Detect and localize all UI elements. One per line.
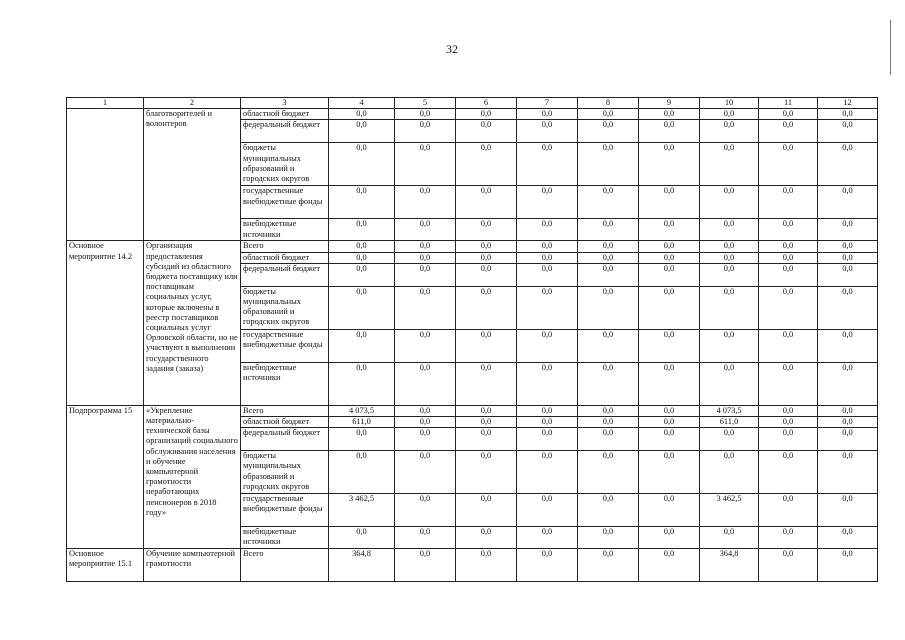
amount-cell: 611,0 [700,417,759,428]
amount-cell: 0,0 [456,417,517,428]
amount-cell: 0,0 [759,417,818,428]
amount-cell: 0,0 [456,527,517,549]
column-header: 4 [329,98,395,109]
amount-cell: 0,0 [639,120,700,143]
amount-cell: 0,0 [639,219,700,241]
amount-cell: 0,0 [639,549,700,582]
amount-cell: 0,0 [759,451,818,494]
amount-cell: 0,0 [578,494,639,527]
amount-cell: 0,0 [639,186,700,219]
funding-source-cell: внебюджетные источники [241,219,329,241]
program-name-cell: благотворителей и волонтеров [144,109,241,241]
amount-cell: 0,0 [517,362,578,405]
amount-cell: 0,0 [395,417,456,428]
amount-cell: 0,0 [456,405,517,416]
table-row [67,109,878,120]
amount-cell: 0,0 [329,329,395,362]
header-row [67,98,878,109]
amount-cell: 364,8 [329,549,395,582]
program-code-cell: Основное мероприятие 14.2 [67,241,144,405]
amount-cell: 0,0 [759,109,818,120]
amount-cell: 0,0 [818,549,878,582]
funding-source-cell: Всего [241,241,329,252]
amount-cell: 0,0 [578,286,639,329]
amount-cell: 0,0 [578,263,639,286]
amount-cell: 0,0 [759,494,818,527]
amount-cell: 3 462,5 [700,494,759,527]
amount-cell: 0,0 [700,451,759,494]
column-header: 3 [241,98,329,109]
funding-source-cell: бюджеты муниципальных образований и городских округов [241,451,329,494]
funding-source-cell: областной бюджет [241,252,329,263]
amount-cell: 0,0 [456,143,517,186]
funding-source-cell: государственные внебюджетные фонды [241,494,329,527]
amount-cell: 0,0 [700,109,759,120]
amount-cell: 0,0 [700,143,759,186]
amount-cell: 3 462,5 [329,494,395,527]
amount-cell: 0,0 [639,494,700,527]
amount-cell: 0,0 [818,329,878,362]
amount-cell: 0,0 [700,219,759,241]
amount-cell: 0,0 [639,451,700,494]
amount-cell: 4 073,5 [329,405,395,416]
amount-cell: 0,0 [818,241,878,252]
amount-cell: 0,0 [578,186,639,219]
funding-source-cell: федеральный бюджет [241,263,329,286]
amount-cell: 0,0 [517,417,578,428]
amount-cell: 0,0 [329,143,395,186]
amount-cell: 0,0 [456,329,517,362]
funding-source-cell: бюджеты муниципальных образований и городских округов [241,143,329,186]
amount-cell: 0,0 [329,451,395,494]
funding-source-cell: федеральный бюджет [241,428,329,451]
amount-cell: 0,0 [818,143,878,186]
amount-cell: 0,0 [456,428,517,451]
amount-cell: 0,0 [818,219,878,241]
amount-cell: 0,0 [395,120,456,143]
amount-cell: 0,0 [759,405,818,416]
amount-cell: 0,0 [329,286,395,329]
amount-cell: 0,0 [395,405,456,416]
amount-cell: 0,0 [578,405,639,416]
amount-cell: 0,0 [700,286,759,329]
amount-cell: 0,0 [759,241,818,252]
amount-cell: 0,0 [395,428,456,451]
amount-cell: 0,0 [639,286,700,329]
amount-cell: 0,0 [639,527,700,549]
amount-cell: 0,0 [578,329,639,362]
amount-cell: 0,0 [818,286,878,329]
table-row [67,405,878,416]
program-name-cell: «Укрепление материально-технической базы организаций социального обслуживания населения и обучение компьютерной грамотности неработающих пенсионеров в 2018 году» [144,405,241,548]
column-header: 8 [578,98,639,109]
amount-cell: 0,0 [759,428,818,451]
amount-cell: 0,0 [818,362,878,405]
funding-source-cell: федеральный бюджет [241,120,329,143]
amount-cell: 0,0 [759,329,818,362]
amount-cell: 0,0 [639,417,700,428]
program-name-cell: Обучение компьютерной грамотности [144,549,241,582]
amount-cell: 0,0 [395,252,456,263]
amount-cell: 0,0 [517,263,578,286]
amount-cell: 0,0 [456,263,517,286]
amount-cell: 0,0 [456,186,517,219]
column-header: 1 [67,98,144,109]
table-row [67,241,878,252]
amount-cell: 0,0 [639,143,700,186]
amount-cell: 0,0 [818,494,878,527]
amount-cell: 0,0 [329,428,395,451]
funding-source-cell: областной бюджет [241,417,329,428]
budget-table [66,97,878,582]
amount-cell: 0,0 [578,362,639,405]
amount-cell: 0,0 [639,405,700,416]
amount-cell: 0,0 [639,329,700,362]
amount-cell: 0,0 [456,252,517,263]
amount-cell: 0,0 [818,120,878,143]
amount-cell: 0,0 [395,329,456,362]
amount-cell: 0,0 [578,428,639,451]
amount-cell: 0,0 [700,362,759,405]
program-code-cell: Основное мероприятие 15.1 [67,549,144,582]
amount-cell: 0,0 [456,241,517,252]
amount-cell: 0,0 [578,219,639,241]
amount-cell: 0,0 [700,241,759,252]
amount-cell: 0,0 [639,362,700,405]
funding-source-cell: областной бюджет [241,109,329,120]
page-number: 32 [446,42,458,56]
amount-cell: 0,0 [456,219,517,241]
amount-cell: 0,0 [759,186,818,219]
amount-cell: 0,0 [578,143,639,186]
amount-cell: 0,0 [700,263,759,286]
column-header: 11 [759,98,818,109]
program-name-cell: Организация предоставления субсидий из областного бюджета поставщику или поставщикам социальных услуг, которые включены в реестр поставщиков социальных услуг Орловской области, но не участвуют в выполнении государственного задания (заказа) [144,241,241,405]
amount-cell: 0,0 [517,494,578,527]
amount-cell: 0,0 [517,405,578,416]
program-code-cell [67,109,144,241]
funding-source-cell: бюджеты муниципальных образований и городских округов [241,286,329,329]
amount-cell: 0,0 [329,219,395,241]
amount-cell: 0,0 [517,527,578,549]
column-header: 12 [818,98,878,109]
amount-cell: 0,0 [329,120,395,143]
amount-cell: 0,0 [759,143,818,186]
amount-cell: 0,0 [818,417,878,428]
amount-cell: 0,0 [329,186,395,219]
funding-source-cell: государственные внебюджетные фонды [241,329,329,362]
amount-cell: 0,0 [395,286,456,329]
amount-cell: 0,0 [578,252,639,263]
amount-cell: 0,0 [818,428,878,451]
amount-cell: 0,0 [329,252,395,263]
amount-cell: 0,0 [578,527,639,549]
amount-cell: 0,0 [456,286,517,329]
table-row [67,549,878,582]
amount-cell: 0,0 [395,527,456,549]
amount-cell: 0,0 [818,252,878,263]
amount-cell: 0,0 [517,329,578,362]
amount-cell: 0,0 [395,451,456,494]
column-header: 9 [639,98,700,109]
funding-source-cell: внебюджетные источники [241,362,329,405]
amount-cell: 0,0 [456,109,517,120]
amount-cell: 0,0 [759,362,818,405]
amount-cell: 0,0 [759,549,818,582]
amount-cell: 4 073,5 [700,405,759,416]
amount-cell: 0,0 [395,143,456,186]
funding-source-cell: внебюджетные источники [241,527,329,549]
amount-cell: 0,0 [578,451,639,494]
amount-cell: 0,0 [639,428,700,451]
amount-cell: 0,0 [578,109,639,120]
amount-cell: 0,0 [329,241,395,252]
column-header: 5 [395,98,456,109]
amount-cell: 0,0 [395,186,456,219]
amount-cell: 0,0 [456,362,517,405]
amount-cell: 0,0 [759,263,818,286]
amount-cell: 0,0 [578,241,639,252]
amount-cell: 0,0 [759,120,818,143]
amount-cell: 0,0 [456,120,517,143]
amount-cell: 364,8 [700,549,759,582]
amount-cell: 0,0 [759,219,818,241]
amount-cell: 0,0 [395,241,456,252]
amount-cell: 0,0 [395,494,456,527]
column-header: 10 [700,98,759,109]
amount-cell: 611,0 [329,417,395,428]
column-header: 7 [517,98,578,109]
amount-cell: 0,0 [578,417,639,428]
amount-cell: 0,0 [329,362,395,405]
amount-cell: 0,0 [818,186,878,219]
funding-source-cell: Всего [241,405,329,416]
amount-cell: 0,0 [517,451,578,494]
amount-cell: 0,0 [759,527,818,549]
amount-cell: 0,0 [818,109,878,120]
amount-cell: 0,0 [578,549,639,582]
amount-cell: 0,0 [395,219,456,241]
amount-cell: 0,0 [329,109,395,120]
column-header: 2 [144,98,241,109]
program-code-cell: Подпрограмма 15 [67,405,144,548]
amount-cell: 0,0 [395,362,456,405]
amount-cell: 0,0 [818,451,878,494]
amount-cell: 0,0 [456,549,517,582]
amount-cell: 0,0 [517,109,578,120]
amount-cell: 0,0 [818,263,878,286]
amount-cell: 0,0 [759,286,818,329]
amount-cell: 0,0 [639,263,700,286]
amount-cell: 0,0 [395,263,456,286]
amount-cell: 0,0 [818,405,878,416]
funding-source-cell: Всего [241,549,329,582]
amount-cell: 0,0 [700,186,759,219]
amount-cell: 0,0 [517,120,578,143]
amount-cell: 0,0 [517,428,578,451]
amount-cell: 0,0 [818,527,878,549]
amount-cell: 0,0 [395,549,456,582]
amount-cell: 0,0 [329,527,395,549]
amount-cell: 0,0 [517,219,578,241]
amount-cell: 0,0 [639,109,700,120]
amount-cell: 0,0 [517,286,578,329]
amount-cell: 0,0 [700,527,759,549]
amount-cell: 0,0 [700,428,759,451]
amount-cell: 0,0 [456,494,517,527]
funding-source-cell: государственные внебюджетные фонды [241,186,329,219]
amount-cell: 0,0 [759,252,818,263]
amount-cell: 0,0 [700,329,759,362]
amount-cell: 0,0 [517,143,578,186]
amount-cell: 0,0 [329,263,395,286]
amount-cell: 0,0 [517,549,578,582]
amount-cell: 0,0 [456,451,517,494]
column-header: 6 [456,98,517,109]
amount-cell: 0,0 [395,109,456,120]
scan-edge-line [890,20,891,75]
amount-cell: 0,0 [517,186,578,219]
amount-cell: 0,0 [517,241,578,252]
amount-cell: 0,0 [517,252,578,263]
amount-cell: 0,0 [700,252,759,263]
amount-cell: 0,0 [578,120,639,143]
amount-cell: 0,0 [639,241,700,252]
amount-cell: 0,0 [700,120,759,143]
amount-cell: 0,0 [639,252,700,263]
